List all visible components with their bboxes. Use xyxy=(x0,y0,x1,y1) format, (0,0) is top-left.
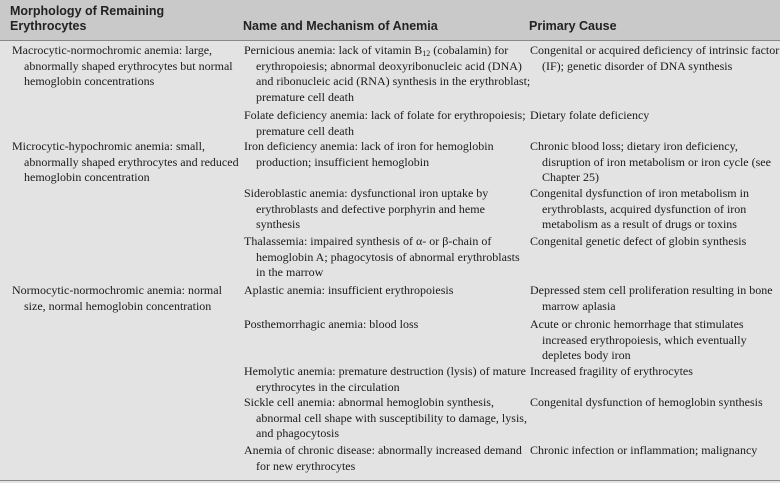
mechanism-chronic-disease: Anemia of chronic disease: abnormally increased demand for new erythrocytes xyxy=(244,443,522,473)
cause-folate: Dietary folate deficiency xyxy=(530,108,650,122)
cause-aplastic: Depressed stem cell proliferation resulting in bone marrow aplasia xyxy=(530,283,773,313)
cause-posthemorrhagic: Acute or chronic hemorrhage that stimulates increased erythropoiesis, which eventually depletes body iron xyxy=(530,317,747,363)
morphology-normocytic: Normocytic-normochromic anemia: normal size, normal hemoglobin concentration xyxy=(12,283,222,313)
morphology-microcytic: Microcytic-hypochromic anemia: small, abnormally shaped erythrocytes and reduced hemoglobin concentration xyxy=(12,139,239,185)
morphology-macrocytic: Macrocytic-normochromic anemia: large, abnormally shaped erythrocytes but normal hemoglobin concentrations xyxy=(12,43,233,89)
mechanism-aplastic: Aplastic anemia: insufficient erythropoiesis xyxy=(244,283,454,297)
cause-sickle-cell: Congenital dysfunction of hemoglobin synthesis xyxy=(530,395,763,409)
mechanism-hemolytic: Hemolytic anemia: premature destruction (lysis) of mature erythrocytes in the circulation xyxy=(244,364,526,394)
mechanism-folate: Folate deficiency anemia: lack of folate for erythropoiesis; premature cell death xyxy=(244,108,526,138)
table-bottom-rule xyxy=(0,480,780,481)
cause-pernicious: Congenital or acquired deficiency of intrinsic factor (IF); genetic disorder of DNA synthesis xyxy=(530,43,780,73)
table-header xyxy=(0,0,780,40)
mechanism-thalassemia: Thalassemia: impaired synthesis of α- or β-chain of hemoglobin A; phagocytosis of abnormal erythroblasts in the marrow xyxy=(244,234,520,280)
mechanism-sideroblastic: Sideroblastic anemia: dysfunctional iron uptake by erythroblasts and defective porphyrin and heme synthesis xyxy=(244,186,489,232)
mechanism-iron-deficiency: Iron deficiency anemia: lack of iron for hemoglobin production; insufficient hemoglobin xyxy=(244,139,494,169)
mechanism-pernicious: Pernicious anemia: lack of vitamin $B_{12}$ (cobalamin) for erythropoiesis; abnormal deoxyribonucleic acid (DNA) and ribonucleic acid (RNA) synthesis in the erythroblast; premature cell death xyxy=(244,43,531,104)
header-divider xyxy=(0,40,780,41)
header-mechanism: Name and Mechanism of Anemia xyxy=(243,19,438,33)
mechanism-posthemorrhagic: Posthemorrhagic anemia: blood loss xyxy=(244,317,419,331)
header-morphology: Morphology of Remaining Erythrocytes xyxy=(10,4,165,33)
cause-thalassemia: Congenital genetic defect of globin synthesis xyxy=(530,234,747,248)
mechanism-sickle-cell: Sickle cell anemia: abnormal hemoglobin synthesis, abnormal cell shape with susceptibility to damage, lysis, and phagocytosis xyxy=(244,395,527,441)
cause-hemolytic: Increased fragility of erythrocytes xyxy=(530,364,693,378)
cause-sideroblastic: Congenital dysfunction of iron metabolism in erythroblasts, acquired dysfunction of iron metabolism as a result of drugs or toxins xyxy=(530,186,749,232)
header-primary-cause: Primary Cause xyxy=(529,19,617,33)
cause-iron-deficiency: Chronic blood loss; dietary iron deficiency, disruption of iron metabolism or iron cycle (see Chapter 25) xyxy=(530,139,771,185)
cause-chronic-disease: Chronic infection or inflammation; malignancy xyxy=(530,443,758,457)
